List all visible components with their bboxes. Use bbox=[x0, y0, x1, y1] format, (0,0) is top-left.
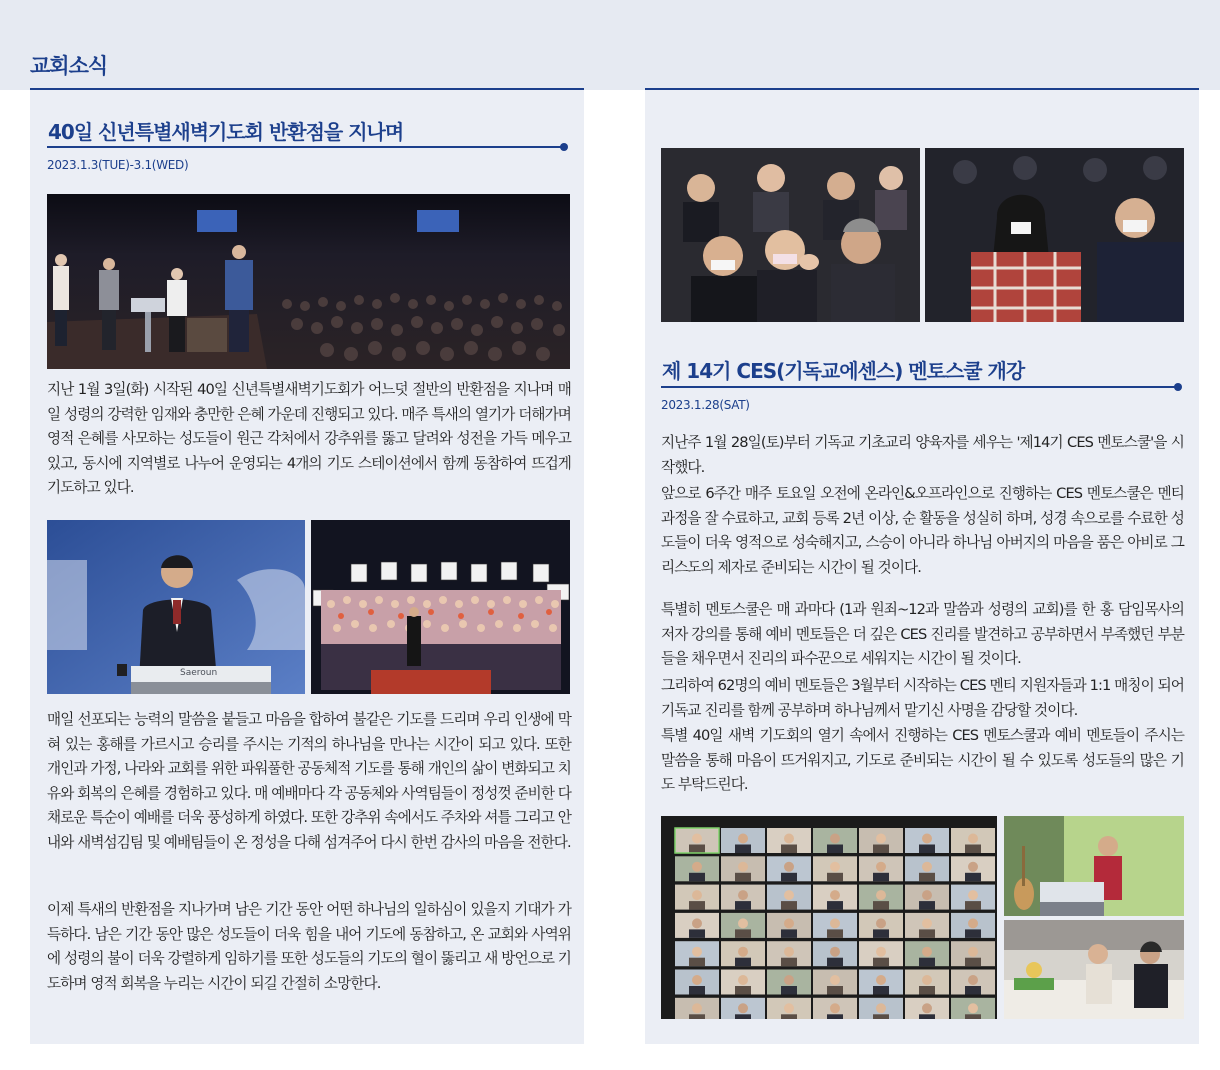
worship-hall-photo bbox=[47, 194, 570, 369]
right-paragraph-5: 특별 40일 새벽 기도회의 열기 속에서 진행하는 CES 멘토스쿨과 예비 멘토들이 주시는 말씀을 통해 마음이 뜨거워지고, 기도로 준비되는 시간이 될 수 있도록 성도들의 많은 기도 부탁드린다. bbox=[661, 727, 1184, 793]
choir-performance-photo bbox=[311, 520, 570, 694]
section-title: 교회소식 bbox=[30, 54, 108, 78]
right-paragraph-1: 지난주 1월 28일(토)부터 기독교 기초교리 양육자를 세우는 '제14기 CES 멘토스쿨'을 시작했다. bbox=[661, 434, 1184, 476]
left-paragraph-2: 매일 선포되는 능력의 말씀을 붙들고 마음을 합하여 불같은 기도를 드리며 우리 인생에 막혀 있는 홍해를 가르시고 승리를 주시는 기적의 하나님을 만나는 시간이 되고 있다. 또한 개인과 가정, 나라와 교회를 위한 파워풀한 공동체적 기도를 통해 개인의 삶이 변화되고 치유와 회복의 은혜를 경험하고 있다. 매 예배마다 각 공동체와 사역팀들이 정성껏 준비한 다채로운 특순이 예배를 더욱 풍성하게 하였다. 또한 강추위 속에서도 주차와 셔틀 그리고 안내와 새벽섬김팀 및 예배팀들이 온 정성을 다해 섬겨주어 다시 한번 감사의 마음을 전한다. bbox=[47, 711, 571, 851]
pastor-preaching-photo bbox=[47, 520, 305, 694]
praying-members-photo bbox=[925, 148, 1184, 322]
right-article-title: 제 14기 CES(기독교에센스) 멘토스쿨 개강 bbox=[662, 359, 1025, 383]
lecturer-photo bbox=[1004, 816, 1184, 916]
right-title-rule bbox=[661, 386, 1179, 388]
left-article-title: 40일 신년특별새벽기도회 반환점을 지나며 bbox=[48, 120, 404, 144]
left-paragraph-3: 이제 특새의 반환점을 지나가며 남은 기간 동안 어떤 하나님의 일하심이 있을지 기대가 가득하다. 남은 기간 동안 많은 성도들이 더욱 힘을 내어 기도에 동참하고, 온 교회와 사역위에 성령의 불이 더욱 강렬하게 임하기를 또한 성도들의 기도의 혈이 뚫리고 새 방언으로 기도하며 영적 회복을 누리는 시간이 되길 간절히 소망한다. bbox=[47, 901, 571, 992]
right-paragraph-2: 앞으로 6주간 매주 토요일 오전에 온라인&오프라인으로 진행하는 CES 멘토스쿨은 멘티 과정을 잘 수료하고, 교회 등록 2년 이상, 순 활동을 성실히 하며, 성경 속으로를 수료한 성도들이 더욱 영적으로 성숙해지고, 스승이 아니라 하나님 아버지의 마음을 품은 아비로 그리스도의 제자로 준비되는 시간이 될 것이다. bbox=[661, 485, 1184, 576]
right-paragraph-3: 특별히 멘토스쿨은 매 과마다 (1과 원죄~12과 말씀과 성령의 교회)를 한 홍 담임목사의 저자 강의를 통해 예비 멘토들은 더 깊은 CES 진리를 발견하고 공부하면서 부족했던 부분들을 채우면서 진리의 파수꾼으로 세워지는 시간이 될 것이다. bbox=[661, 601, 1184, 667]
classroom-session-photo bbox=[1004, 920, 1184, 1019]
right-paragraph-4: 그리하여 62명의 예비 멘토들은 3월부터 시작하는 CES 멘티 지원자들과 1:1 매칭이 되어 기독교 진리를 함께 공부하며 하나님께서 맡기신 사명을 감당할 것이다. bbox=[661, 677, 1184, 719]
pulpit-sign-text: Saeroun bbox=[180, 668, 218, 678]
online-zoom-session-photo bbox=[661, 816, 997, 1019]
left-article-date: 2023.1.3(TUE)-3.1(WED) bbox=[47, 158, 189, 172]
left-title-rule bbox=[47, 146, 565, 148]
header-band bbox=[0, 0, 1220, 90]
left-paragraph-1: 지난 1월 3일(화) 시작된 40일 신년특별새벽기도회가 어느덧 절반의 반환점을 지나며 매일 성령의 강력한 임재와 충만한 은혜 가운데 진행되고 있다. 매주 특새의 열기가 더해가며 영적 은혜를 사모하는 성도들이 원근 각처에서 강추위를 뚫고 달려와 성전을 가득 메우고 있고, 동시에 지역별로 나누어 운영되는 4개의 기도 스테이션에서 함께 동참하여 뜨겁게 기도하고 있다. bbox=[47, 381, 571, 496]
praying-congregation-photo bbox=[661, 148, 920, 322]
right-article-date: 2023.1.28(SAT) bbox=[661, 398, 750, 412]
